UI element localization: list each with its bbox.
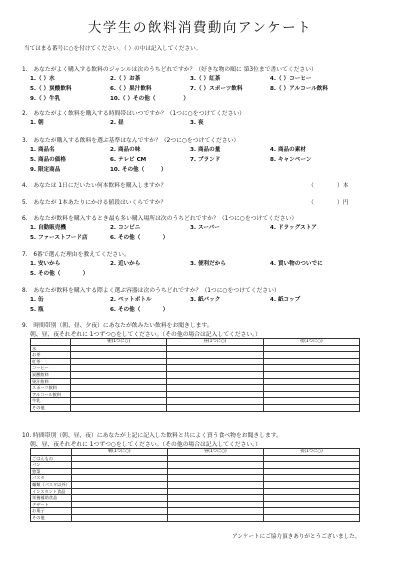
table-header: 昼(1つに○) — [167, 449, 263, 456]
q9-question-detail: 朝、昼、夜それぞれに 1つずつ○をしてください。（その他の場合は記入してください。） — [30, 332, 261, 338]
q3-question: 3. あなたが購入する飲料を選ぶ基準はなんですか？（2つに○をつけてください） — [22, 138, 240, 144]
q8-option[interactable]: 6. その他（ ） — [110, 307, 169, 313]
table-cell[interactable] — [263, 371, 359, 378]
table-cell[interactable] — [167, 365, 263, 372]
table-header — [31, 339, 71, 346]
table-cell[interactable] — [71, 481, 167, 488]
table-header: 昼(1つに○) — [167, 339, 263, 346]
q1-option[interactable]: 5.（ ）炭酸飲料 — [30, 86, 72, 92]
table-cell[interactable] — [263, 345, 359, 352]
table-row — [31, 475, 360, 482]
q1-option[interactable]: 6.（ ）果汁飲料 — [110, 86, 152, 92]
table-cell[interactable] — [167, 462, 263, 469]
row-label: 炭酸飲料 — [31, 371, 71, 378]
table-header: 夜(1つに○) — [263, 339, 359, 346]
table-row — [31, 488, 360, 495]
table-cell[interactable] — [263, 455, 359, 462]
table-row — [31, 385, 360, 392]
q1-option[interactable]: 2.（ ）お茶 — [110, 76, 141, 82]
q1-options — [30, 74, 350, 102]
table-row — [31, 495, 360, 502]
table-row — [31, 345, 360, 352]
row-label: ごはんもの — [31, 455, 72, 462]
table-cell[interactable] — [263, 365, 359, 372]
table-cell[interactable] — [263, 495, 359, 502]
q5-answer-field[interactable]: （ ）円 — [308, 200, 349, 206]
q3-options — [30, 145, 350, 173]
table-row — [31, 365, 360, 372]
q7-question: 7. 6番で選んだ理由を教えてください。 — [22, 252, 130, 258]
table-row — [31, 468, 360, 475]
table-cell[interactable] — [71, 468, 167, 475]
q7-option[interactable]: 4. 買い物のついでに — [270, 261, 323, 267]
q3-option[interactable]: 9. 限定商品 — [30, 167, 61, 173]
table-header: 夜(1つに○) — [263, 449, 359, 456]
q8-option[interactable]: 2. ペットボトル — [110, 297, 152, 303]
table-header-row — [31, 449, 360, 456]
q2-option[interactable]: 1. 朝 — [30, 120, 44, 126]
q8-option[interactable]: 1. 缶 — [30, 297, 44, 303]
q6-option[interactable]: 1. 自動販売機 — [30, 225, 66, 231]
table-cell[interactable] — [71, 398, 167, 405]
table-cell[interactable] — [167, 475, 263, 482]
q10-question-detail: 朝、昼、夜それぞれに 1つずつ○をしてください。（その他の場合は記入してください。） — [30, 442, 261, 448]
table-row — [31, 455, 360, 462]
q3-option[interactable]: 5. 商品の価格 — [30, 157, 66, 163]
table-cell[interactable] — [71, 345, 167, 352]
table-cell[interactable] — [71, 475, 167, 482]
q2-options — [30, 118, 350, 126]
table-cell[interactable] — [167, 352, 263, 359]
row-label: 惣菜 — [31, 468, 72, 475]
table-cell[interactable] — [167, 385, 263, 392]
table-cell[interactable] — [263, 385, 359, 392]
table-cell[interactable] — [71, 495, 167, 502]
q3-option[interactable]: 3. 商品の量 — [190, 147, 221, 153]
table-row — [31, 481, 360, 488]
table-cell[interactable] — [167, 508, 263, 515]
table-row — [31, 514, 360, 521]
table-cell[interactable] — [71, 365, 167, 372]
table-cell[interactable] — [167, 345, 263, 352]
row-label: 栄養補助食品 — [31, 495, 72, 502]
table-row — [31, 462, 360, 469]
row-label: スポーツ飲料 — [31, 385, 71, 392]
q3-option[interactable]: 10. その他（ ） — [110, 167, 167, 173]
table-cell[interactable] — [167, 514, 263, 521]
table-cell[interactable] — [263, 352, 359, 359]
row-label: デザート — [31, 501, 72, 508]
row-label: アルコール飲料 — [31, 391, 71, 398]
q2-option[interactable]: 2. 昼 — [110, 120, 124, 126]
table-cell[interactable] — [167, 501, 263, 508]
table-row — [31, 404, 360, 411]
table-cell[interactable] — [167, 468, 263, 475]
table-cell[interactable] — [167, 391, 263, 398]
instructions: 当てはまる番号に○を付けてください。（ ）の中は記入してください。 — [24, 46, 202, 52]
q6-option[interactable]: 3. スーパー — [190, 225, 220, 231]
row-label: 紅茶 — [31, 358, 71, 365]
q10-table — [30, 448, 360, 522]
table-cell[interactable] — [263, 404, 359, 411]
table-cell[interactable] — [71, 385, 167, 392]
row-label: 牛乳 — [31, 398, 71, 405]
row-label: その他 — [31, 404, 71, 411]
q3-option[interactable]: 8. キャンペーン — [270, 157, 312, 163]
table-cell[interactable] — [71, 358, 167, 365]
q7-option[interactable]: 2. 近いから — [110, 261, 141, 267]
table-cell[interactable] — [71, 378, 167, 385]
q9-table — [30, 338, 360, 412]
q3-option[interactable]: 7. ブランド — [190, 157, 221, 163]
footer-thanks: アンケートにご協力頂きありがとうございました。 — [232, 534, 361, 540]
table-cell[interactable] — [263, 481, 359, 488]
table-row — [31, 398, 360, 405]
q7-option[interactable]: 1. 安いから — [30, 261, 61, 267]
row-label: 果汁飲料 — [31, 378, 71, 385]
q2-option[interactable]: 3. 夜 — [190, 120, 204, 126]
table-cell[interactable] — [263, 358, 359, 365]
q6-option[interactable]: 4. ドラッグストア — [270, 225, 317, 231]
table-cell[interactable] — [71, 455, 167, 462]
q8-option[interactable]: 3. 紙パック — [190, 297, 221, 303]
table-row — [31, 358, 360, 365]
table-cell[interactable] — [167, 488, 263, 495]
table-cell[interactable] — [71, 501, 167, 508]
q1-question: 1. あなたがよく購入する飲料のジャンルは次のうちどれですか？（好きな物の順に 第3位まで書いてください） — [22, 67, 317, 73]
table-cell[interactable] — [167, 455, 263, 462]
table-cell[interactable] — [263, 475, 359, 482]
table-row — [31, 378, 360, 385]
row-label: コーヒー — [31, 365, 71, 372]
table-cell[interactable] — [263, 398, 359, 405]
table-cell[interactable] — [71, 404, 167, 411]
q1-option[interactable]: 7.（ ）スポーツ飲料 — [190, 86, 243, 92]
q6-option[interactable]: 6. その他（ ） — [110, 235, 169, 241]
row-label: その他 — [31, 514, 72, 521]
q1-option[interactable]: 9.（ ）牛乳 — [30, 96, 61, 102]
table-header-row — [31, 339, 360, 346]
q9-question: 9. 時間帯別（朝、昼、夕夜）にあなたが飲みたい飲料をお聞きします。 — [22, 323, 213, 329]
q1-option[interactable]: 3.（ ）紅茶 — [190, 76, 221, 82]
q3-option[interactable]: 1. 商品名 — [30, 147, 55, 153]
q1-option[interactable]: 10.（ ）その他（ ） — [110, 96, 189, 102]
q4-answer-field[interactable]: （ ）本 — [308, 183, 349, 189]
q10-question: 10. 時間帯別（朝、昼、夜）にあなたが上記に記入した飲料と共によく買う食べ物をお聞きします。 — [22, 433, 282, 439]
row-label: 麺類（パスタ以外） — [32, 482, 70, 488]
q1-option[interactable]: 4.（ ）コーヒー — [270, 76, 312, 82]
q3-option[interactable]: 6. テレビ CM — [110, 157, 147, 163]
table-cell[interactable] — [71, 371, 167, 378]
row-label: パン — [31, 462, 72, 469]
q3-option[interactable]: 2. 商品の味 — [110, 147, 141, 153]
table-header: 朝(1つに○) — [71, 339, 167, 346]
table-cell[interactable] — [263, 514, 359, 521]
table-cell[interactable] — [263, 488, 359, 495]
table-cell[interactable] — [167, 371, 263, 378]
q1-option[interactable]: 1.（ ）水 — [30, 76, 55, 82]
table-row — [31, 501, 360, 508]
q1-option[interactable]: 8.（ ）アルコール飲料 — [270, 86, 328, 92]
table-row — [31, 508, 360, 515]
row-label: 水 — [31, 345, 71, 352]
table-cell[interactable] — [263, 501, 359, 508]
table-cell[interactable] — [167, 378, 263, 385]
q7-option[interactable]: 3. 便利だから — [190, 261, 226, 267]
q2-question: 2. あなたがよく飲料を購入する時間帯はいつですか？（1つに○をつけてください） — [22, 111, 245, 117]
table-cell[interactable] — [167, 398, 263, 405]
table-header — [31, 449, 72, 456]
row-label: パスタ — [31, 475, 72, 482]
table-row — [31, 371, 360, 378]
q5-question: 5. あなたが 1本あたりにかける値段はいくらですか？ — [22, 200, 167, 206]
table-cell[interactable] — [71, 462, 167, 469]
row-label: お茶 — [31, 352, 71, 359]
q8-option[interactable]: 5. 瓶 — [30, 307, 44, 313]
q6-option[interactable]: 2. コンビニ — [110, 225, 141, 231]
page-title: 大学生の飲料消費動向アンケート — [87, 20, 313, 36]
table-cell[interactable] — [263, 391, 359, 398]
table-cell[interactable] — [167, 358, 263, 365]
row-label: インスタント食品 — [31, 488, 72, 495]
row-label: お菓子 — [31, 508, 72, 515]
table-cell[interactable] — [167, 404, 263, 411]
q8-option[interactable]: 4. 紙コップ — [270, 297, 301, 303]
q4-question: 4. あなたは 1日にだいたい何本飲料を購入しますか？ — [22, 183, 167, 189]
table-cell[interactable] — [71, 391, 167, 398]
table-cell[interactable] — [263, 508, 359, 515]
q7-option[interactable]: 5. その他（ ） — [30, 271, 89, 277]
table-cell[interactable] — [71, 508, 167, 515]
table-cell[interactable] — [263, 378, 359, 385]
table-cell[interactable] — [71, 488, 167, 495]
q8-options — [30, 295, 350, 313]
table-row — [31, 352, 360, 359]
q6-option[interactable]: 5. ファーストフード店 — [30, 235, 88, 241]
table-cell[interactable] — [167, 495, 263, 502]
q6-options — [30, 223, 350, 241]
table-cell[interactable] — [263, 462, 359, 469]
q3-option[interactable]: 4. 商品の素材 — [270, 147, 306, 153]
q8-question: 8. あなたが飲料を購入する際よく選ぶ容器は次のうちどれですか？（1つに○をつけてください） — [22, 288, 280, 294]
table-cell[interactable] — [71, 352, 167, 359]
table-row — [31, 391, 360, 398]
table-cell[interactable] — [263, 468, 359, 475]
table-cell[interactable] — [167, 481, 263, 488]
table-cell[interactable] — [71, 514, 167, 521]
q6-question: 6. あなたが飲料を購入するとき最も多い購入場所は次のうちどれですか？（1つに○をつけてください） — [22, 216, 298, 222]
table-header: 朝(1つに○) — [71, 449, 167, 456]
q7-options — [30, 259, 350, 277]
